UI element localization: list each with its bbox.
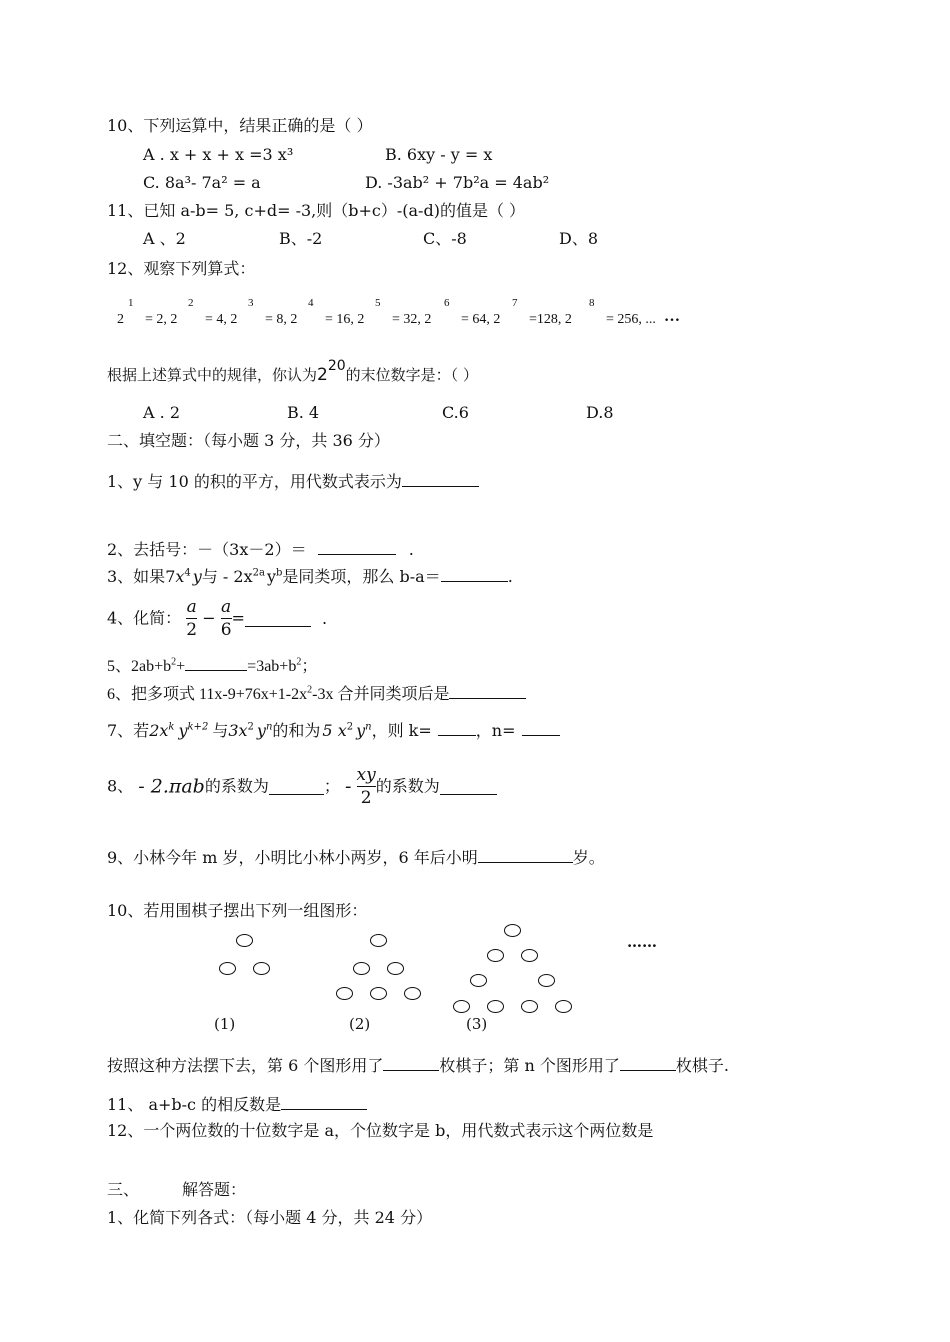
go-stone xyxy=(336,987,353,1000)
answer-blank[interactable] xyxy=(440,778,497,795)
mc-q10-option-b: B. 6xy - y = x xyxy=(385,145,493,164)
fill-q5-exp: 2 xyxy=(171,656,177,668)
fill-q8-neg: - xyxy=(344,775,352,798)
answer-blank[interactable] xyxy=(185,654,247,671)
fill-q9-post: 岁。 xyxy=(572,848,605,867)
fill-q11 xyxy=(107,1093,367,1115)
fill-q7-exp: k+2 xyxy=(187,721,209,733)
fill-q7-term: 3x xyxy=(228,721,248,740)
power-term: = 32, 2 xyxy=(392,312,432,327)
fill-q7-exp: 2 xyxy=(346,721,354,733)
go-stone xyxy=(487,1000,504,1013)
fill-q3-mid: 与 - 2x xyxy=(201,567,253,586)
mc-q11-option-c: C、-8 xyxy=(423,229,467,248)
fill-q2 xyxy=(107,538,414,560)
mc-q11-option-b: B、-2 xyxy=(279,229,323,248)
fill-q7-term: 2x xyxy=(149,721,169,740)
fill-q5-post: =3ab+b xyxy=(247,658,297,675)
fill-q7-term: 5 x xyxy=(322,721,347,740)
answer-blank[interactable] xyxy=(478,846,573,863)
fill-q6-post: -3x 合并同类项后是 xyxy=(312,686,450,703)
fill-section-header: 二、填空题：（每小题 3 分，共 36 分） xyxy=(107,431,390,450)
power-term: = 64, 2 xyxy=(461,312,501,327)
answer-blank-k[interactable] xyxy=(438,719,476,736)
power-exp: 4 xyxy=(308,297,314,309)
fill-q7 xyxy=(107,719,560,741)
fill-q4-end: . xyxy=(322,608,328,628)
figure-label: (3) xyxy=(466,1015,488,1033)
fill-q8 xyxy=(107,764,497,814)
fill-q3-exp: 4 xyxy=(184,567,191,579)
solve-section-header-num: 三、 xyxy=(107,1180,140,1199)
fraction-numerator: xy xyxy=(356,765,376,785)
fill-q4 xyxy=(107,596,327,644)
mc-q12-option-b: B. 4 xyxy=(287,403,320,422)
answer-blank[interactable] xyxy=(449,682,526,699)
fill-q7-k-label: ，则 k= xyxy=(371,721,432,740)
fill-q5-exp: 2 xyxy=(296,656,302,668)
fill-q5-pre: 5、2ab+b xyxy=(107,658,172,675)
fill-q6-exp: 2 xyxy=(307,684,313,696)
fill-q7-var: y xyxy=(178,721,188,740)
mc-q12-stem: 12、观察下列算式： xyxy=(107,259,256,278)
q12-question-post: 的末位数字是：（ ） xyxy=(345,366,478,384)
fill-q9 xyxy=(107,846,605,868)
go-stone xyxy=(370,987,387,1000)
q12-question-pre: 根据上述算式中的规律，你认为 xyxy=(107,366,318,384)
fill-q7-with: 与 xyxy=(212,721,229,740)
fraction-numerator: a xyxy=(186,597,197,617)
go-stone xyxy=(404,987,421,1000)
fill-q10: 10、若用围棋子摆出下列一组图形： xyxy=(107,901,368,920)
mc-q11-stem: 11、已知 a-b= 5, c+d= -3,则（b+c）-(a-d)的值是（ ） xyxy=(107,201,526,220)
fill-q10-ans-a: 按照这种方法摆下去，第 6 个图形用了 xyxy=(107,1056,384,1075)
go-stone xyxy=(253,962,270,975)
solve-q1: 1、化简下列各式：（每小题 4 分，共 24 分） xyxy=(107,1208,433,1227)
power-exp: 7 xyxy=(512,297,518,309)
go-stone xyxy=(370,934,387,947)
power-exp: 2 xyxy=(188,297,194,309)
mc-q11-option-a: A 、2 xyxy=(143,229,186,248)
fill-q6-pre: 6、把多项式 11x-9+76x+1-2x xyxy=(107,686,308,703)
fill-q3-end: . xyxy=(507,567,513,586)
power-exp: 1 xyxy=(128,297,134,309)
fill-q7-var: y xyxy=(256,721,266,740)
answer-blank[interactable] xyxy=(281,1093,367,1110)
go-stone xyxy=(453,1000,470,1013)
go-stone xyxy=(353,962,370,975)
fill-q10-ans-c: 枚棋子. xyxy=(675,1056,729,1075)
power-exp: 5 xyxy=(375,297,381,309)
q12-question-exp: 20 xyxy=(327,358,346,374)
fill-q8-pre: 8、 xyxy=(107,776,134,796)
mc-q10-option-a: A . x + x + x =3 x³ xyxy=(143,145,294,164)
equals-sign: = xyxy=(231,608,245,628)
mc-q12-question xyxy=(107,358,478,386)
power-term: = 2, 2 xyxy=(145,312,178,327)
fill-q1-text: 1、y 与 10 的积的平方，用代数式表示为 xyxy=(107,472,402,491)
fill-q4-pre: 4、化简： xyxy=(107,608,182,628)
power-exp: 3 xyxy=(248,297,254,309)
fraction xyxy=(357,764,376,809)
answer-blank[interactable] xyxy=(383,1054,439,1071)
go-stone xyxy=(470,974,487,987)
answer-blank[interactable] xyxy=(269,778,324,795)
q12-question-base: 2 xyxy=(317,365,328,385)
power-term: =128, 2 xyxy=(529,312,572,327)
fill-q5 xyxy=(107,654,317,677)
mc-q10-option-c: C. 8a³- 7a² = a xyxy=(143,173,261,192)
power-exp: 8 xyxy=(589,297,595,309)
fraction xyxy=(186,596,197,641)
fill-q7-pre: 7、若 xyxy=(107,721,150,740)
go-stone xyxy=(521,1000,538,1013)
fill-q12: 12、一个两位数的十位数字是 a，个位数字是 b，用代数式表示这个两位数是 xyxy=(107,1121,654,1140)
mc-q11-option-d: D、8 xyxy=(559,229,599,248)
fill-q7-exp: 2 xyxy=(247,721,254,733)
answer-blank[interactable] xyxy=(318,538,396,555)
fill-q11-text: 11、 a+b-c 的相反数是 xyxy=(107,1095,282,1114)
fill-q7-var: y xyxy=(356,721,366,740)
minus-sign: − xyxy=(202,608,216,628)
fraction xyxy=(221,596,232,641)
fill-q7-exp: n xyxy=(365,721,372,733)
fill-q7-exp: n xyxy=(265,721,273,733)
fill-q9-pre: 9、小林今年 m 岁，小明比小林小两岁，6 年后小明 xyxy=(107,848,478,867)
fill-q7-sum: 的和为 xyxy=(272,721,321,740)
power-exp: 6 xyxy=(444,297,450,309)
mc-q10-stem: 10、下列运算中，结果正确的是（ ） xyxy=(107,116,373,135)
fill-q3-var-x: x xyxy=(175,567,185,586)
fill-q7-exp: k xyxy=(168,721,175,733)
power-term: = 4, 2 xyxy=(205,312,238,327)
figure-ellipsis: …… xyxy=(627,933,657,951)
mc-q12-option-a: A . 2 xyxy=(143,403,180,422)
answer-blank-n[interactable] xyxy=(522,719,560,736)
fill-q3-coef: 7 xyxy=(165,567,176,586)
go-stone xyxy=(538,974,555,987)
power-base: 2 xyxy=(117,312,124,327)
mc-q10-option-d: D. -3ab² + 7b²a = 4ab² xyxy=(365,173,550,192)
fill-q3-post: 是同类项，那么 b-a＝ xyxy=(282,567,441,586)
fill-q8-mid: 的系数为 xyxy=(204,776,269,796)
fill-q3 xyxy=(107,565,513,587)
fill-q8-term: - 2.πab xyxy=(138,775,205,798)
go-stone xyxy=(487,949,504,962)
mc-q12-option-d: D.8 xyxy=(586,403,614,422)
fill-q8-semi: ； xyxy=(323,776,340,796)
figure-label: (2) xyxy=(349,1015,371,1033)
figure-label: (1) xyxy=(214,1015,236,1033)
fill-q3-exp: 2a xyxy=(252,567,265,579)
ellipsis: … xyxy=(664,308,680,325)
answer-blank[interactable] xyxy=(620,1054,676,1071)
go-stone xyxy=(236,934,253,947)
fill-q10-ans-b: 枚棋子；第 n 个图形用了 xyxy=(439,1056,620,1075)
go-stone xyxy=(387,962,404,975)
answer-blank[interactable] xyxy=(441,565,508,582)
fill-q2-text: 2、去括号：－（3x－2）＝ xyxy=(107,540,307,559)
answer-blank[interactable] xyxy=(245,610,311,627)
solve-section-header: 解答题： xyxy=(182,1180,247,1199)
fill-q3-exp: b xyxy=(276,567,283,579)
fraction-numerator: a xyxy=(221,597,232,617)
fill-q2-end: . xyxy=(408,540,414,559)
fraction-denominator: 2 xyxy=(186,620,198,640)
fill-q5-end: ； xyxy=(301,658,318,675)
go-stone xyxy=(219,962,236,975)
fill-q3-pre: 3、如果 xyxy=(107,567,166,586)
fill-q3-var-y: y xyxy=(192,567,202,586)
power-term: = 8, 2 xyxy=(265,312,298,327)
fill-q1 xyxy=(107,470,479,492)
fill-q3-var-y2: y xyxy=(266,567,276,586)
go-stone xyxy=(521,949,538,962)
go-stone xyxy=(555,1000,572,1013)
power-term: = 16, 2 xyxy=(325,312,365,327)
fill-q7-n-label: ，n= xyxy=(475,721,516,740)
fill-q10-answer xyxy=(107,1054,729,1076)
power-term: = 256, ... xyxy=(606,312,656,327)
mc-q12-option-c: C.6 xyxy=(442,403,469,422)
fraction-denominator: 6 xyxy=(220,620,232,640)
fill-q8-post: 的系数为 xyxy=(375,776,440,796)
answer-blank[interactable] xyxy=(402,470,479,487)
go-stone xyxy=(504,924,521,937)
fill-q5-plus: + xyxy=(176,658,186,675)
fraction-denominator: 2 xyxy=(360,788,372,808)
fill-q6 xyxy=(107,682,526,705)
